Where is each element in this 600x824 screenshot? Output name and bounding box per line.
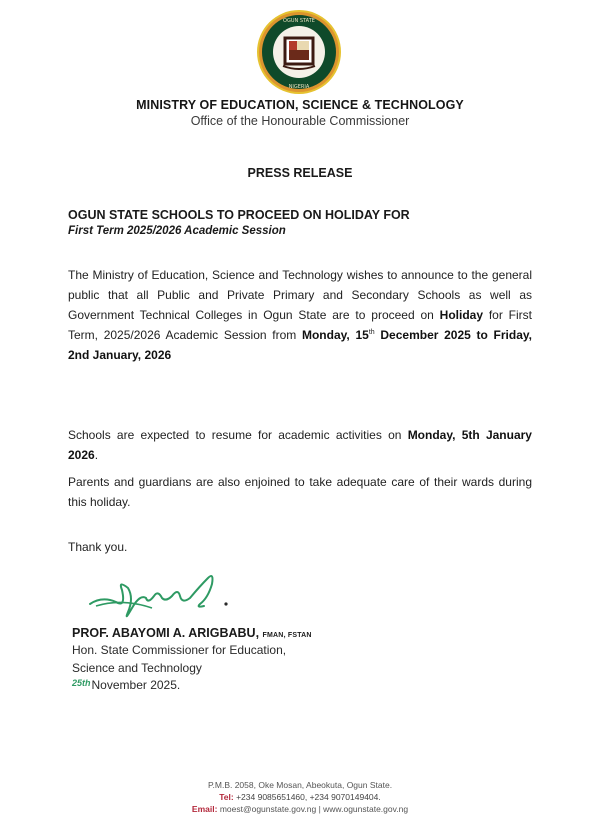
signatory-name: [72, 626, 312, 640]
office-name: Office of the Honourable Commissioner: [190, 114, 410, 128]
start-date: Monday, 15: [301, 328, 369, 342]
document-title: PRESS RELEASE: [247, 166, 353, 180]
holiday-date-range: December 2025 to Friday, 2nd January, 2026: [68, 328, 533, 362]
resumption-date: Monday, 5th January 2026: [68, 428, 532, 462]
period: .: [94, 448, 99, 462]
subheadline: First Term 2025/2026 Academic Session: [68, 225, 286, 237]
footer-contact: [0, 804, 600, 814]
signatory-credentials: FMAN, FSTAN: [262, 632, 312, 639]
footer-phone: [0, 792, 600, 802]
website-link[interactable]: www.ogunstate.gov.ng: [323, 804, 409, 814]
footer-address: P.M.B. 2058, Oke Mosan, Abeokuta, Ogun State.: [207, 780, 393, 790]
resumption-paragraph: [68, 425, 532, 465]
signatory-name-text: PROF. ABAYOMI A. ARIGBABU,: [72, 626, 260, 640]
ogun-state-seal-icon: [253, 8, 345, 96]
announcement-paragraph: [68, 265, 532, 365]
closing-line: Thank you.: [68, 540, 128, 554]
headline: OGUN STATE SCHOOLS TO PROCEED ON HOLIDAY FOR: [68, 208, 410, 222]
email-link[interactable]: moest@ogunstate.gov.ng: [219, 804, 317, 814]
date-text: November 2025.: [91, 678, 181, 692]
ministry-name: MINISTRY OF EDUCATION, SCIENCE & TECHNOLOGY: [136, 98, 464, 112]
holiday-emphasis: Holiday: [439, 308, 483, 322]
signatory-title-line-1: Hon. State Commissioner for Education,: [72, 643, 287, 657]
separator: |: [318, 804, 321, 814]
tel-numbers: +234 9085651460, +234 9070149404.: [236, 792, 381, 802]
signature-date: [72, 678, 180, 692]
email-label: Email:: [191, 804, 218, 814]
tel-label: Tel:: [219, 792, 234, 802]
svg-text:OGUN STATE: OGUN STATE: [283, 18, 315, 24]
signatory-title-line-2: Science and Technology: [72, 661, 202, 675]
paragraph-text: Schools are expected to resume for academic activities on: [68, 428, 408, 442]
handwritten-day: 25th: [72, 678, 91, 688]
svg-text:NIGERIA: NIGERIA: [288, 84, 310, 90]
paragraph-text: for First Term, 2025/2026 Academic Session from: [68, 308, 532, 342]
handwritten-signature-icon: [82, 568, 252, 628]
paragraph-text: The Ministry of Education, Science and Technology wishes to announce to the general public that all Public and Private Primary and Secondary Schools as well as Government Technical Colleges in Ogun State are to proceed on: [68, 268, 532, 322]
ordinal-suffix: th: [368, 329, 375, 336]
parents-paragraph: Parents and guardians are also enjoined to take adequate care of their wards during this holiday.: [68, 475, 532, 509]
